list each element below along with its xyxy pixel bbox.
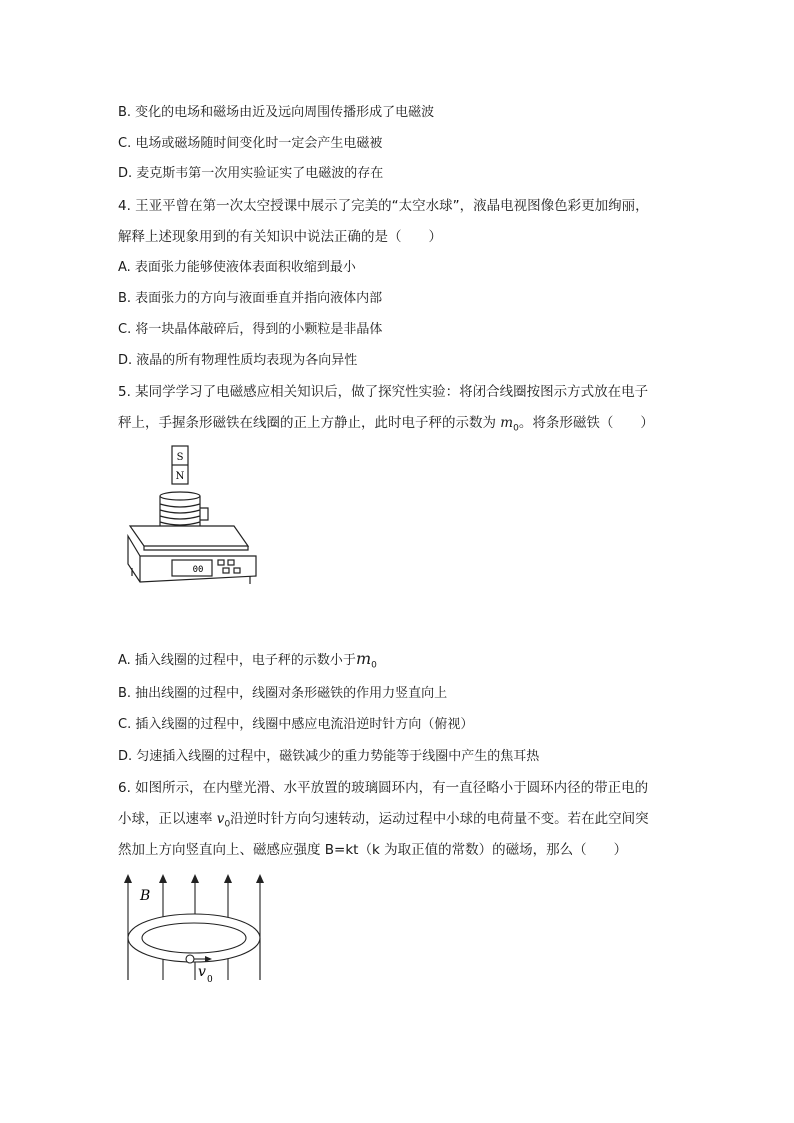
glass-ring-inner: [142, 923, 246, 953]
q5-option-a-m-sub: 0: [371, 660, 377, 671]
q4-option-a: A. 表面张力能够使液体表面积收缩到最小: [118, 260, 356, 275]
q6-stem2-v-sub: 0: [224, 819, 231, 830]
q5-option-a: [118, 650, 377, 675]
q5-stem2-m: m: [500, 415, 514, 431]
q4-option-c: C. 将一块晶体敲碎后，得到的小颗粒是非晶体: [118, 322, 383, 337]
q6-stem2-text-a: 小球，正以速率: [118, 811, 217, 827]
q6-stem2-v: v: [216, 811, 225, 827]
scale-display-value: 00: [192, 565, 204, 575]
ring-magnetic-field-figure: [118, 872, 278, 987]
scale-platform: [130, 526, 248, 546]
q6-stem-line2: [118, 810, 649, 834]
q5-option-a-m: m: [355, 649, 372, 668]
q6-stem2-text-b: 沿逆时针方向匀速转动，运动过程中小球的电荷量不变。若在此空间突: [230, 811, 649, 827]
q4-option-b: B. 表面张力的方向与液面垂直并指向液体内部: [118, 291, 383, 306]
q5-option-a-text: A. 插入线圈的过程中，电子秤的示数小于: [118, 653, 356, 668]
velocity-subscript: 0: [207, 975, 213, 985]
q5-stem2-text-a: 秤上，手握条形磁铁在线圈的正上方静止，此时电子秤的示数为: [118, 415, 501, 431]
velocity-label: v: [198, 964, 206, 980]
q6-stem-line1: 6. 如图所示，在内壁光滑、水平放置的玻璃圆环内，有一直径略小于圆环内径的带正电的: [118, 780, 649, 796]
magnet-n-label: N: [175, 471, 185, 482]
q5-option-d: D. 匀速插入线圈的过程中，磁铁减少的重力势能等于线圈中产生的焦耳热: [118, 749, 540, 764]
scale-coil-magnet-figure: [118, 444, 268, 594]
q5-option-c: C. 插入线圈的过程中，线圈中感应电流沿逆时针方向（俯视）: [118, 717, 474, 732]
q5-option-b: B. 抽出线圈的过程中，线圈对条形磁铁的作用力竖直向上: [118, 686, 448, 701]
q5-stem-line2: [118, 414, 654, 438]
q3-option-b: B. 变化的电场和磁场由近及远向周围传播形成了电磁波: [118, 105, 435, 120]
q4-option-d: D. 液晶的所有物理性质均表现为各向异性: [118, 353, 358, 368]
magnet-s-label: S: [176, 452, 184, 463]
b-field-label: B: [140, 888, 151, 904]
q4-stem-line2: 解释上述现象用到的有关知识中说法正确的是（ ）: [118, 229, 442, 245]
charged-ball: [186, 955, 194, 963]
q5-stem-line1: 5. 某同学学习了电磁感应相关知识后，做了探究性实验：将闭合线圈按图示方式放在电子: [118, 384, 649, 400]
q3-option-c: C. 电场或磁场随时间变化时一定会产生电磁被: [118, 136, 383, 151]
q3-option-d: D. 麦克斯韦第一次用实验证实了电磁波的存在: [118, 166, 384, 181]
q5-stem2-text-b: 。将条形磁铁（ ）: [518, 415, 654, 431]
q5-stem2-m-sub: 0: [513, 423, 519, 434]
q6-stem-line3: 然加上方向竖直向上、磁感应强度 B=kt（k 为取正值的常数）的磁场，那么（ ）: [118, 842, 628, 858]
coil-top: [160, 492, 200, 500]
q4-stem-line1: 4. 王亚平曾在第一次太空授课中展示了完美的“太空水球”，液晶电视图像色彩更加绚丽，: [118, 198, 649, 214]
